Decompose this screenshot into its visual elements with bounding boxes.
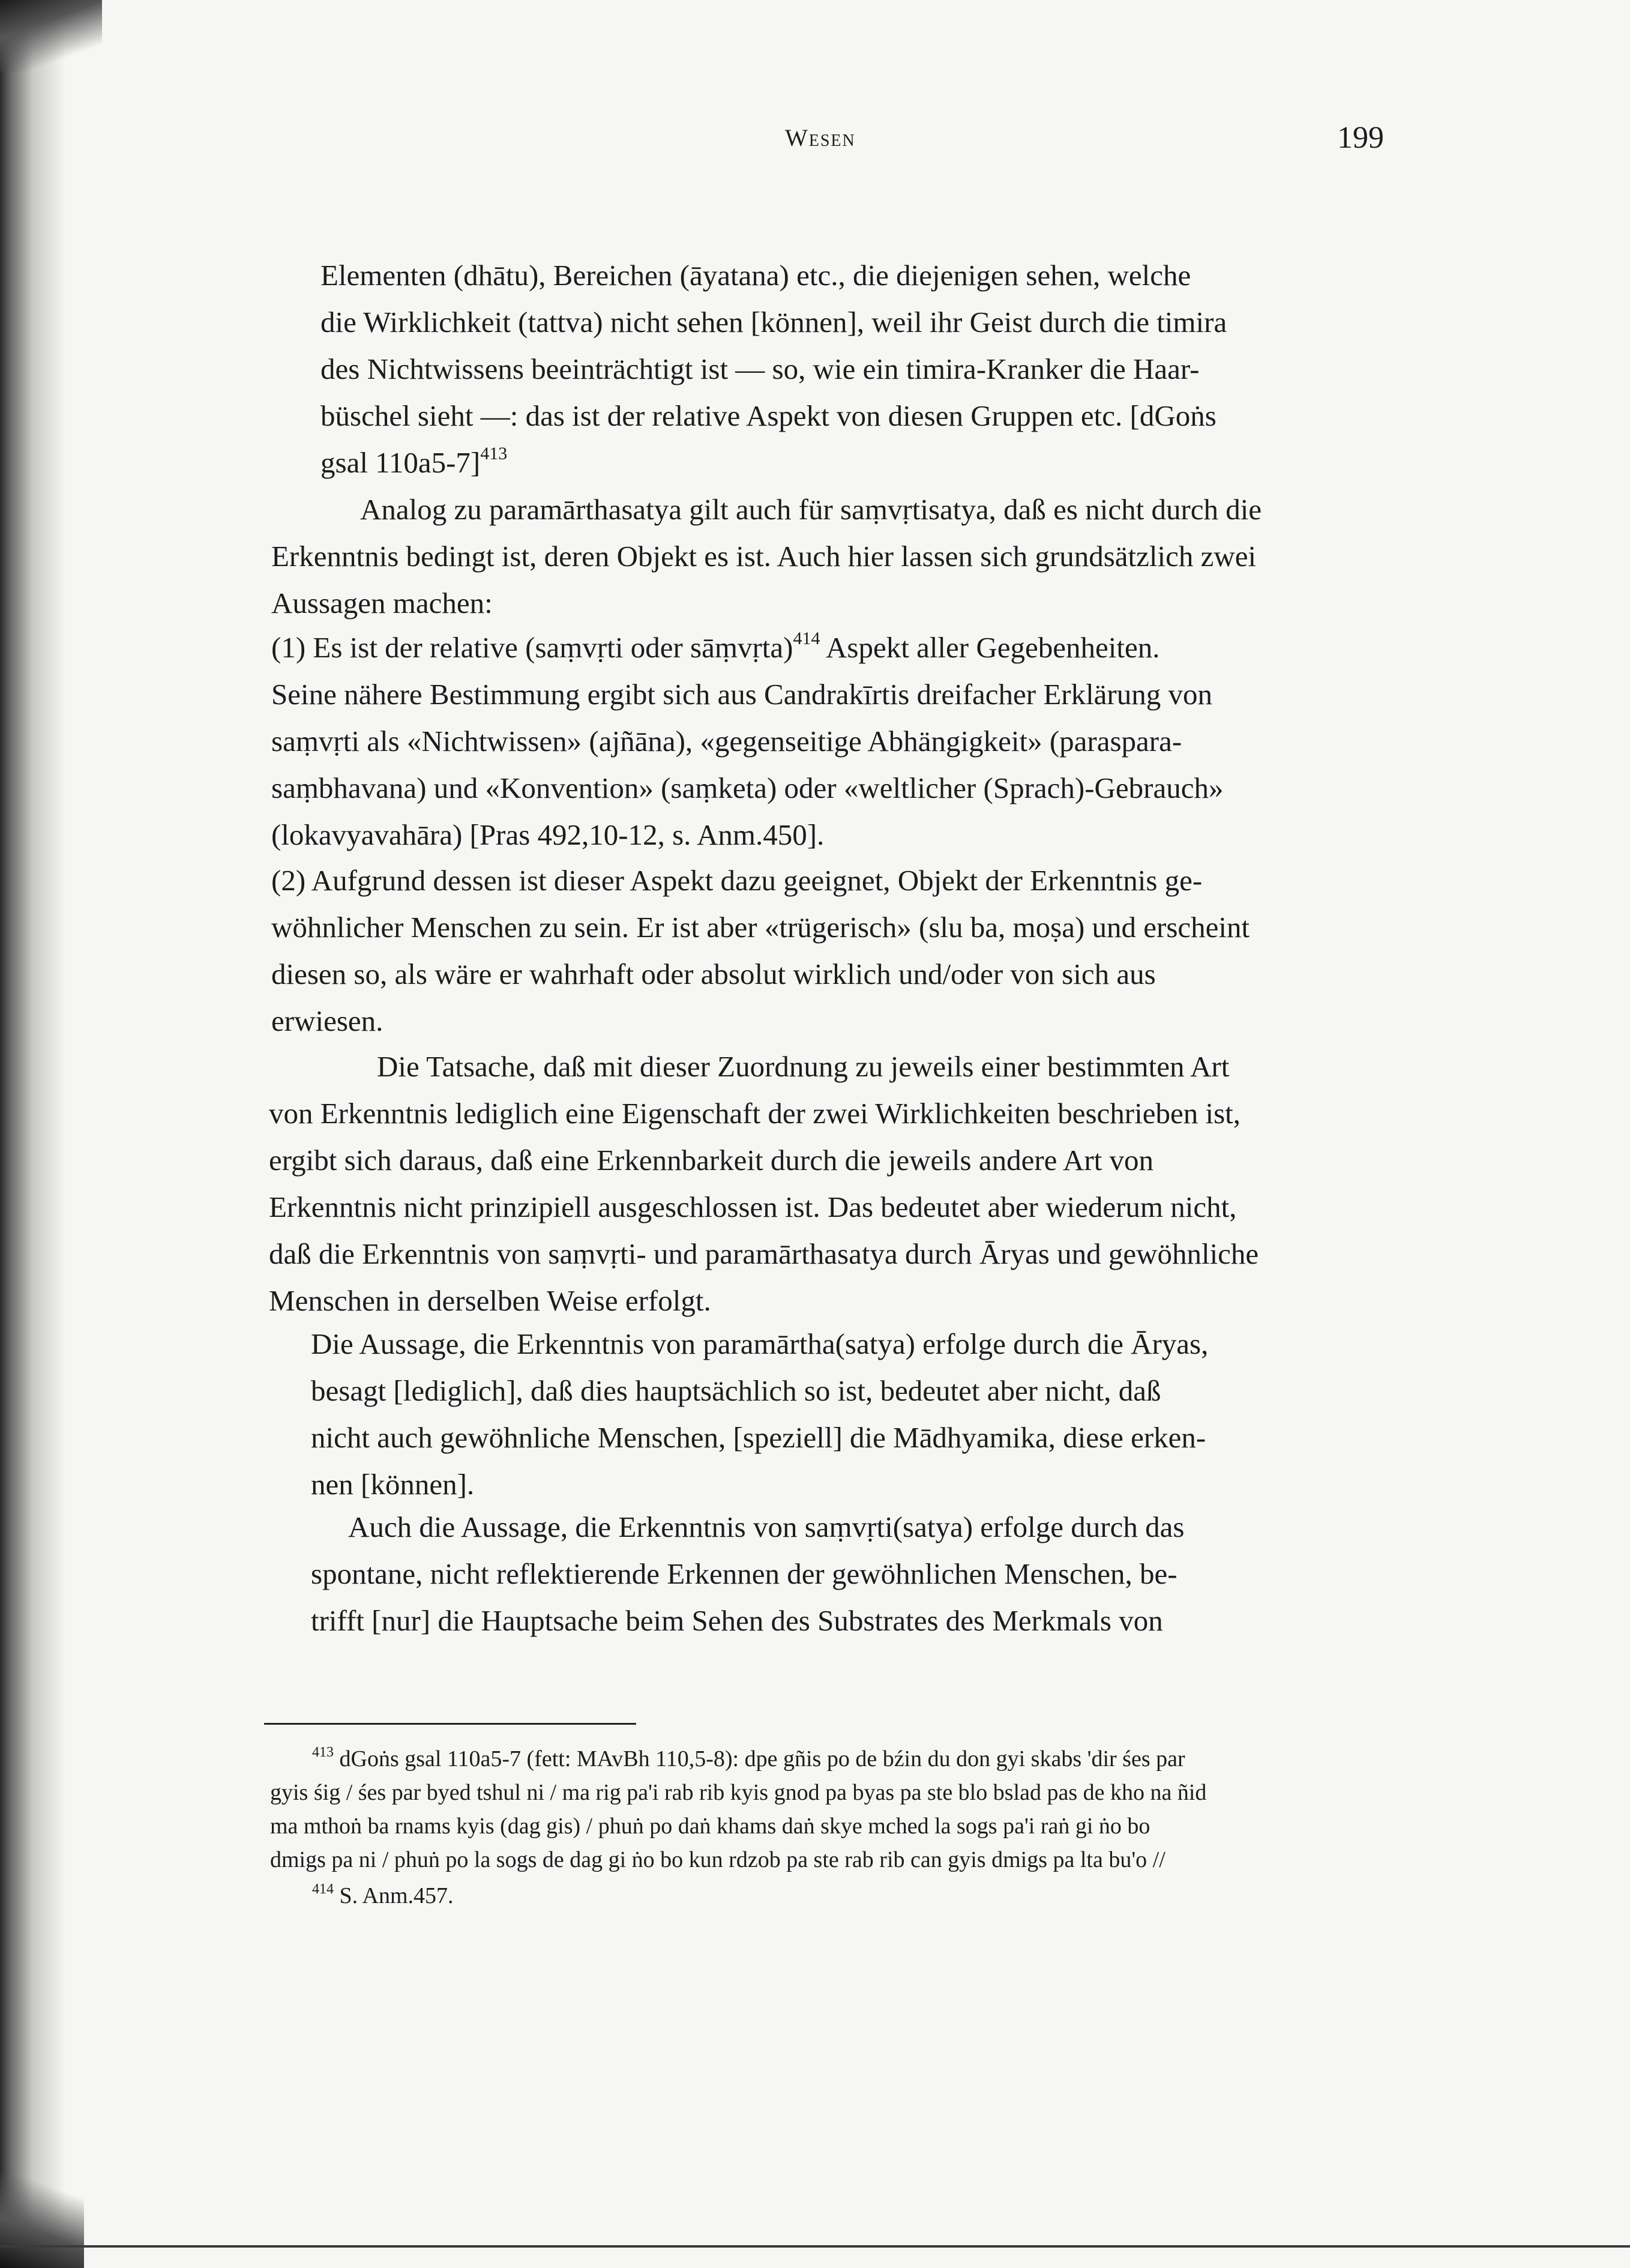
footnote-ref-413[interactable]: 413 [480,444,508,463]
text-line: erwiesen. [271,1004,383,1037]
footnote-number: 414 [312,1881,334,1897]
text-line: die Wirklichkeit (tattva) nicht sehen [können], weil ihr Geist durch die timira [320,306,1227,339]
text-line: Erkenntnis bedingt ist, deren Objekt es ist. Auch hier lassen sich grundsätzlich zwei [271,540,1257,573]
footnote-line [312,1879,1362,1913]
text-line: des Nichtwissens beeinträchtigt ist — so, wie ein timira-Kranker die Haar- [320,352,1200,385]
text-line: ergibt sich daraus, daß eine Erkennbarkeit durch die jeweils andere Art von [269,1144,1154,1177]
text-line: (lokavyavahāra) [Pras 492,10-12, s. Anm.450]. [271,818,825,851]
text-line: Aussagen machen: [271,587,493,620]
text-line: daß die Erkenntnis von saṃvṛti- und paramārthasatya durch Āryas und gewöhnliche [269,1237,1259,1270]
footnote-line [312,1742,1362,1776]
text-line: Elementen (dhātu), Bereichen (āyatana) etc., die diejenigen sehen, welche [320,259,1191,292]
binding-shadow [0,0,66,2268]
text-line: diesen so, als wäre er wahrhaft oder absolut wirklich und/oder von sich aus [271,958,1156,991]
footnote-text: S. Anm.457. [339,1883,454,1908]
text-line: (2) Aufgrund dessen ist dieser Aspekt dazu geeignet, Objekt der Erkenntnis ge- [271,864,1203,897]
text-line: Menschen in derselben Weise erfolgt. [269,1284,711,1317]
text-line: büschel sieht —: das ist der relative Aspekt von diesen Gruppen etc. [dGoṅs [320,399,1216,432]
paragraph-3 [271,624,1370,858]
footnote-line: dmigs pa ni / phuṅ po la sogs de dag gi ṅo bo kun rdzob pa ste rab rib can gyis dmigs pa lta bu'o // [270,1847,1165,1872]
text-line: trifft [nur] die Hauptsache beim Sehen des Substrates des Merkmals von [311,1604,1163,1637]
binding-corner-bottom [0,2173,84,2268]
text-line: wöhnlicher Menschen zu sein. Er ist aber «trügerisch» (slu ba, moṣa) und erscheint [271,911,1250,944]
footnote-line: ma mthoṅ ba rnams kyis (dag gis) / phuṅ po daṅ khams daṅ skye mched la sogs pa'i raṅ gi ṅo bo [270,1814,1150,1839]
text-line: spontane, nicht reflektierende Erkennen der gewöhnlichen Menschen, be- [311,1557,1177,1590]
page-number: 199 [1337,121,1384,155]
binding-corner-top [0,0,102,72]
footnotes [270,1742,1362,1915]
scan-bottom-edge [0,2245,1630,2248]
paragraph-2 [271,486,1370,627]
text-line: Erkenntnis nicht prinzipiell ausgeschlossen ist. Das bedeutet aber wiederum nicht, [269,1190,1237,1223]
text-line [320,439,1371,486]
text-line: Analog zu paramārthasatya gilt auch für saṃvṛtisatya, daß es nicht durch die [360,493,1262,526]
text-line: Auch die Aussage, die Erkenntnis von saṃvṛti(satya) erfolge durch das [348,1510,1185,1543]
text-line: saṃbhavana) und «Konvention» (saṃketa) oder «weltlicher (Sprach)-Gebrauch» [271,771,1224,804]
text-line: Die Tatsache, daß mit dieser Zuordnung zu jeweils einer bestimmten Art [377,1050,1230,1083]
text-line: nen [können]. [311,1468,475,1501]
text-line: Die Aussage, die Erkenntnis von paramārtha(satya) erfolge durch die Āryas, [311,1327,1209,1360]
paragraph-1 [320,252,1371,486]
text-fragment: gsal 110a5-7] [320,446,481,479]
text-line [271,624,1370,671]
paragraph-4 [271,857,1370,1045]
footnote-ref-414[interactable]: 414 [793,629,820,648]
text-fragment: (1) Es ist der relative (saṃvṛti oder sāṃvṛta) [271,631,793,664]
text-line: von Erkenntnis lediglich eine Eigenschaft der zwei Wirklichkeiten beschrieben ist, [269,1097,1241,1130]
text-line: besagt [lediglich], daß dies hauptsächlich so ist, bedeutet aber nicht, daß [311,1374,1161,1407]
text-line: saṃvṛti als «Nichtwissen» (ajñāna), «gegenseitige Abhängigkeit» (paraspara- [271,725,1182,758]
text-line: nicht auch gewöhnliche Menschen, [speziell] die Mādhyamika, diese erken- [311,1421,1206,1454]
footnote-number: 413 [312,1745,334,1760]
footnote-414 [312,1879,1362,1913]
footnote-text: dGoṅs gsal 110a5-7 (fett: MAvBh 110,5-8): dpe gñis po de bźin du don gyi skabs 'dir śes par [339,1746,1185,1772]
paragraph-6 [311,1321,1367,1508]
footnote-413 [270,1742,1362,1877]
footnote-separator [264,1723,636,1725]
running-head: Wesen [785,124,856,151]
paragraph-5 [269,1043,1370,1324]
page-header [0,120,1630,156]
text-fragment: Aspekt aller Gegebenheiten. [820,631,1160,664]
footnote-line: gyis śig / śes par byed tshul ni / ma rig pa'i rab rib kyis gnod pa byas pa ste blo bslad pas de kho na ñid [270,1780,1207,1805]
paragraph-7 [311,1504,1367,1644]
text-line: Seine nähere Bestimmung ergibt sich aus Candrakīrtis dreifacher Erklärung von [271,678,1212,711]
